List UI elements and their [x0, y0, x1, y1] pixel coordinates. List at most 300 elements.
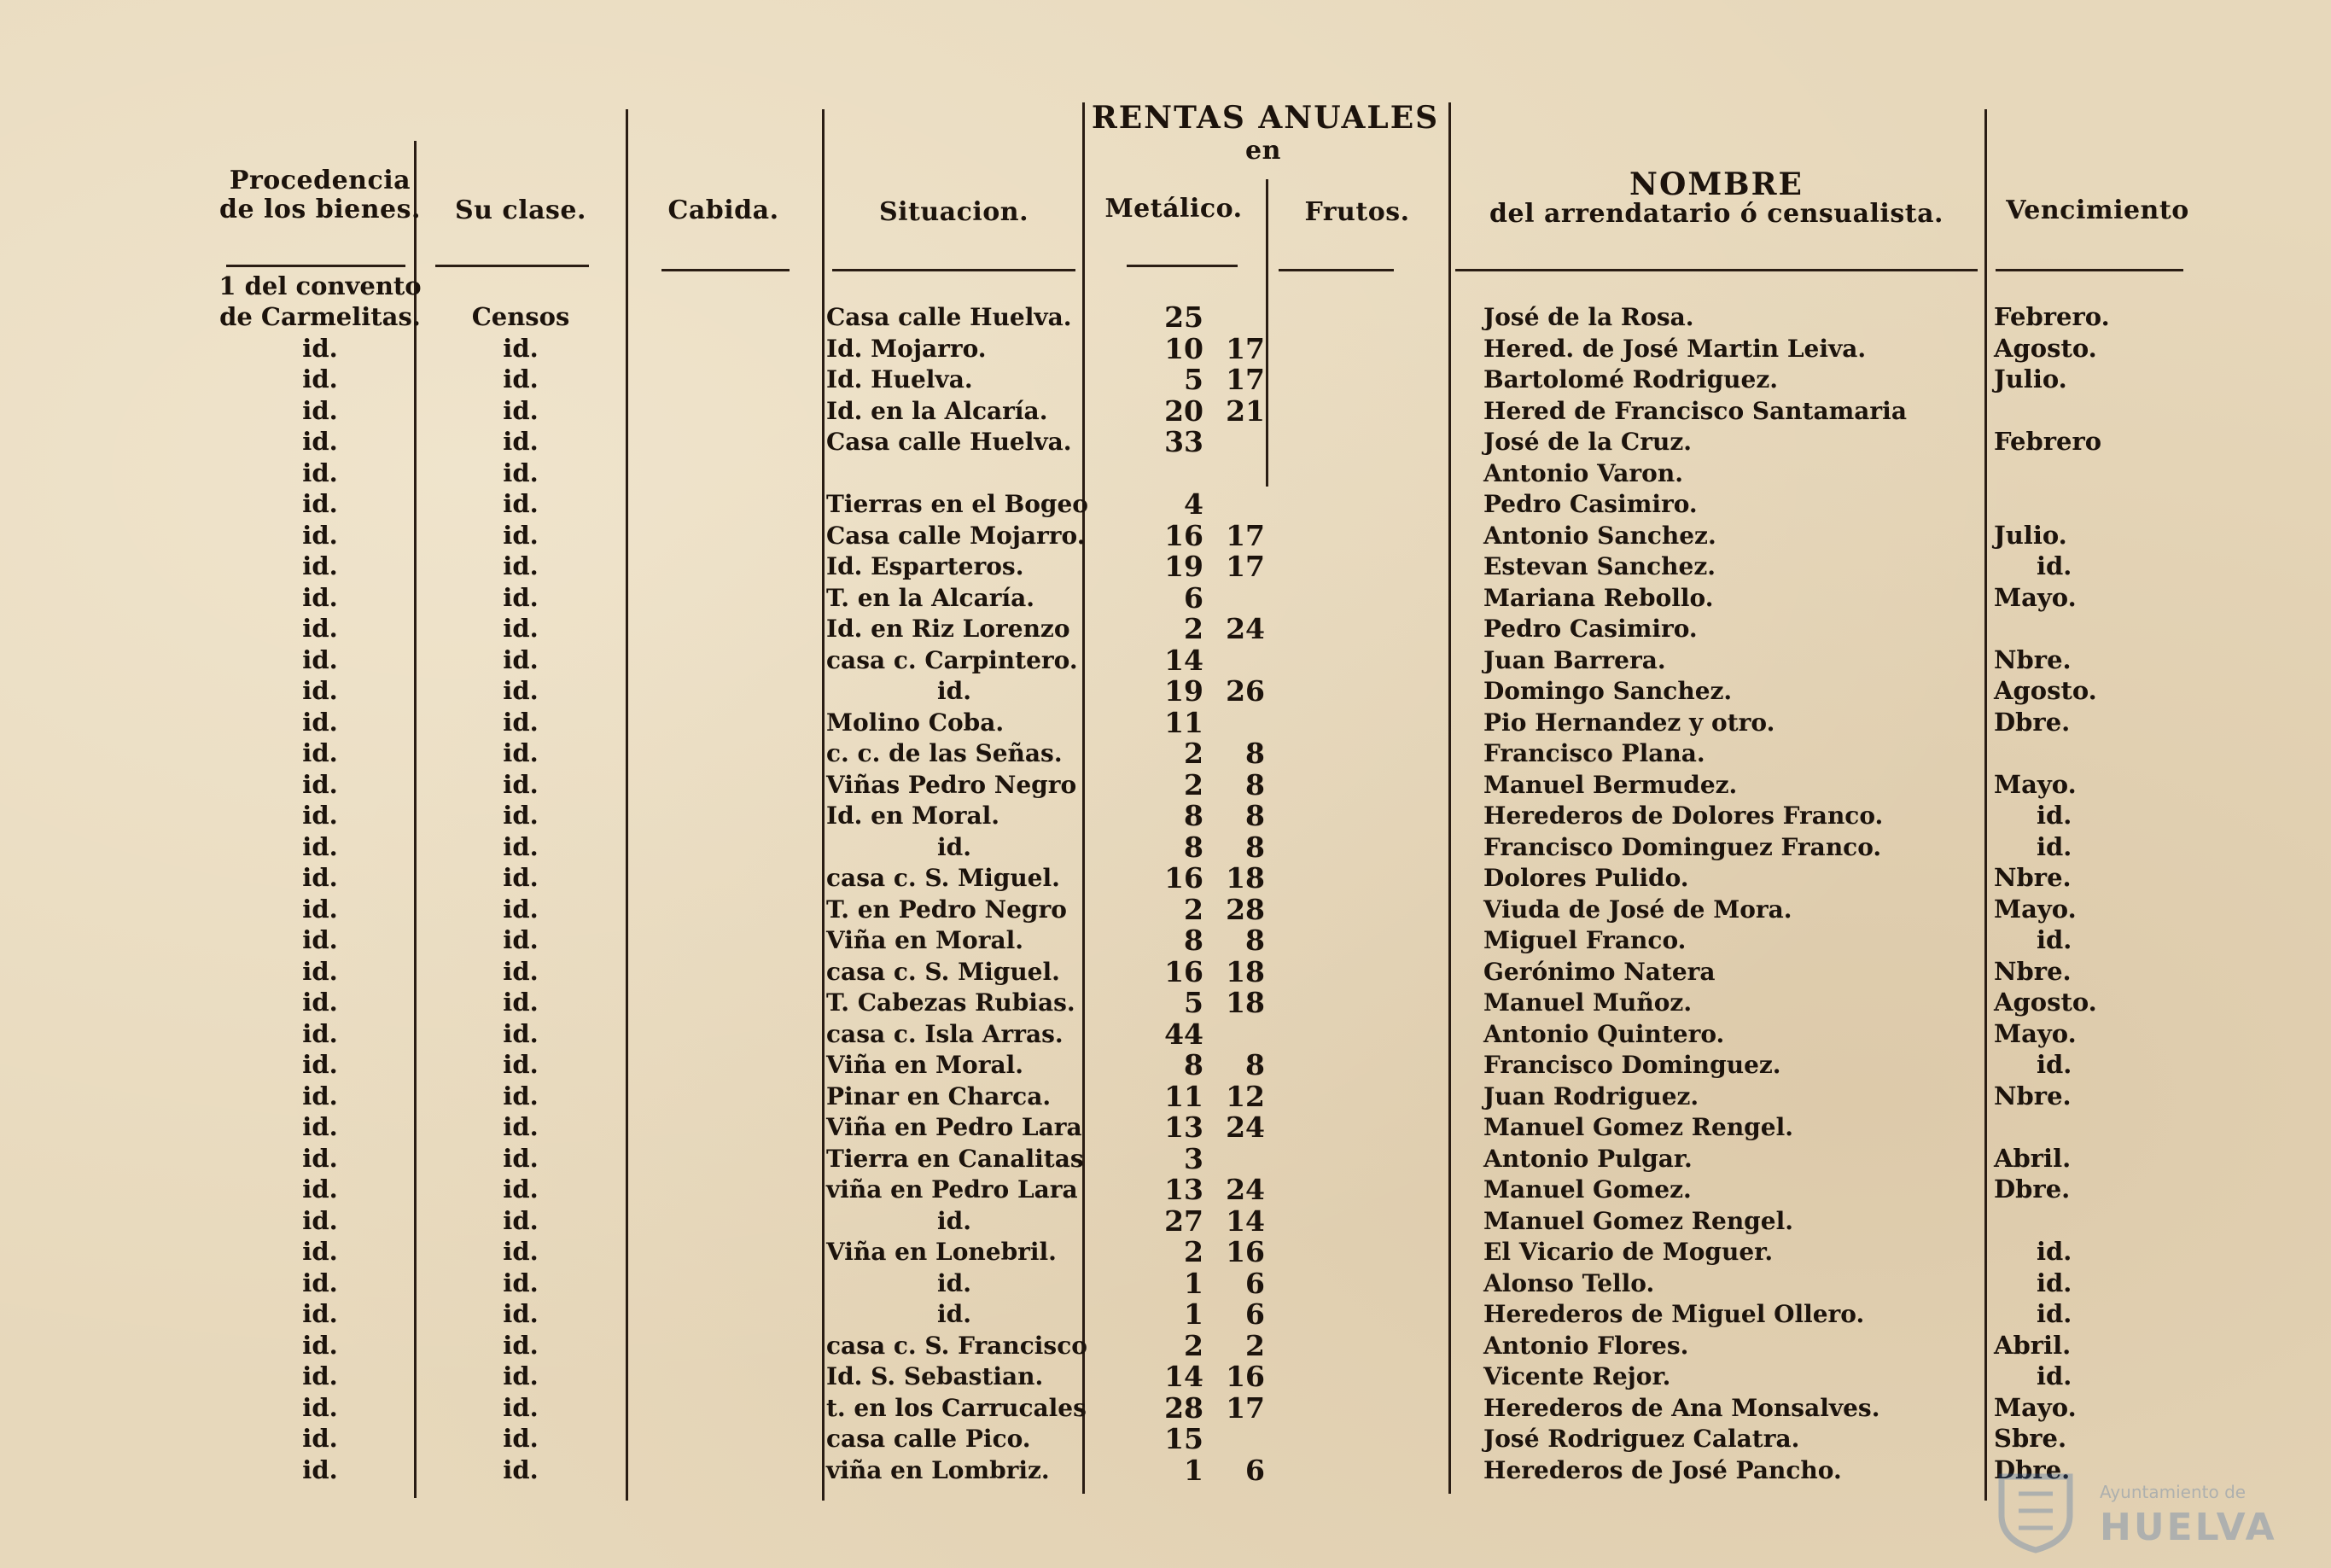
cell-metalico-1: 33 [1164, 425, 1203, 458]
table-row [0, 1018, 2331, 1050]
cell-metalico-1: 14 [1164, 1360, 1203, 1393]
cell-vencimiento [1994, 458, 2190, 489]
cell-clase: id. [503, 863, 539, 892]
cell-vencimiento: id. [2037, 832, 2072, 861]
cell-procedencia: id. [302, 1361, 338, 1390]
cell-procedencia: 1 del convento [219, 271, 422, 300]
cell-nombre: El Vicario de Moguer. [1483, 1238, 1774, 1266]
header-procedencia-line2: de los bienes. [219, 195, 421, 224]
cell-nombre: Antonio Sanchez. [1483, 522, 1716, 550]
header-cabida: Cabida. [667, 195, 779, 225]
table-row [0, 707, 2331, 738]
cell-vencimiento: Agosto. [1994, 334, 2097, 363]
cell-nombre: Francisco Plana. [1483, 739, 1705, 767]
cell-clase: id. [503, 676, 539, 705]
cell-nombre: José de la Cruz. [1483, 428, 1692, 456]
cell-procedencia: id. [302, 1331, 338, 1360]
cell-vencimiento [1994, 737, 2190, 769]
cell-metalico-2: 16 [1226, 1235, 1265, 1268]
cell-clase: id. [503, 1237, 539, 1266]
cell-metalico-1: 5 [1184, 363, 1203, 396]
cell-procedencia: id. [302, 1019, 338, 1048]
table-row [0, 1330, 2331, 1361]
cell-metalico-1: 2 [1184, 612, 1203, 645]
cell-situacion: Viñas Pedro Negro [826, 771, 1077, 799]
cell-vencimiento: Mayo. [1994, 1019, 2077, 1048]
cell-situacion: id. [937, 1269, 971, 1297]
cell-nombre: Domingo Sanchez. [1483, 677, 1733, 705]
header-nombre-sub: del arrendatario ó censualista. [1489, 199, 1943, 229]
cell-vencimiento: Agosto. [1994, 988, 2097, 1017]
cell-nombre: José de la Rosa. [1483, 303, 1694, 331]
cell-clase: id. [503, 334, 539, 363]
cell-clase: id. [503, 458, 539, 487]
cell-metalico-1: 1 [1184, 1454, 1203, 1487]
cell-vencimiento [1994, 1111, 2190, 1143]
table-row [0, 675, 2331, 707]
cell-metalico-1: 11 [1164, 1080, 1203, 1113]
cell-metalico-2: 28 [1226, 893, 1265, 926]
cell-metalico-2 [1203, 1143, 1265, 1175]
cell-metalico-2 [1203, 271, 1265, 302]
cell-metalico-1: 13 [1164, 1110, 1203, 1144]
cell-clase: id. [503, 521, 539, 550]
cell-metalico-2 [1203, 426, 1265, 458]
cell-vencimiento: id. [2037, 1299, 2072, 1328]
cell-nombre: Francisco Dominguez Franco. [1483, 833, 1882, 861]
cell-vencimiento [1994, 613, 2190, 644]
cell-metalico-2: 24 [1226, 1173, 1265, 1206]
cell-metalico-1: 19 [1164, 674, 1203, 708]
cell-situacion [826, 458, 1082, 489]
cell-metalico-2 [1203, 488, 1265, 520]
cell-metalico-2: 8 [1245, 737, 1265, 770]
cell-clase: id. [503, 957, 539, 986]
cell-nombre: Pedro Casimiro. [1483, 490, 1698, 518]
cell-procedencia: id. [302, 1268, 338, 1297]
cell-metalico-2: 17 [1226, 1391, 1265, 1425]
table-row [0, 1454, 2331, 1486]
cell-nombre: Hered. de José Martin Leiva. [1483, 335, 1867, 363]
cell-situacion: casa calle Pico. [826, 1425, 1031, 1453]
cell-situacion: Molino Coba. [826, 708, 1005, 737]
cell-metalico-2: 6 [1245, 1454, 1265, 1487]
cell-procedencia: id. [302, 895, 338, 924]
cell-metalico-1: 16 [1164, 519, 1203, 552]
table-row [0, 426, 2331, 458]
cell-situacion: Viña en Moral. [826, 926, 1023, 954]
cell-metalico-1: 16 [1164, 861, 1203, 895]
cell-nombre: José Rodriguez Calatra. [1483, 1425, 1800, 1453]
cell-nombre: Miguel Franco. [1483, 926, 1687, 954]
cell-vencimiento: id. [2037, 551, 2072, 580]
cell-clase: id. [503, 1112, 539, 1141]
cell-vencimiento: Julio. [1994, 521, 2067, 550]
cell-procedencia: id. [302, 1424, 338, 1453]
cell-nombre: Mariana Rebollo. [1483, 584, 1714, 612]
cell-metalico-2: 17 [1226, 519, 1265, 552]
cell-metalico-2: 8 [1245, 831, 1265, 864]
cell-metalico-1: 14 [1164, 644, 1203, 677]
cell-clase: id. [503, 1268, 539, 1297]
cell-situacion: Casa calle Huelva. [826, 303, 1072, 331]
cell-metalico-2: 14 [1226, 1204, 1265, 1238]
cell-clase: id. [503, 708, 539, 737]
table-row [0, 1111, 2331, 1143]
cell-situacion: Pinar en Charca. [826, 1082, 1052, 1110]
cell-nombre: Gerónimo Natera [1483, 958, 1716, 986]
cell-metalico-1: 8 [1184, 799, 1203, 832]
cell-metalico-1: 8 [1184, 924, 1203, 957]
cell-metalico-2: 21 [1226, 394, 1265, 428]
cell-nombre: Pedro Casimiro. [1483, 615, 1698, 643]
cell-situacion: Id. en Moral. [826, 801, 1000, 830]
table-row [0, 271, 2331, 302]
header-rentas-anuales: RENTAS ANUALES [1091, 100, 1440, 136]
cell-nombre: Antonio Quintero. [1483, 1020, 1725, 1048]
cell-situacion: casa c. S. Miguel. [826, 864, 1060, 892]
cell-metalico-1: 16 [1164, 955, 1203, 988]
cell-nombre: Hered de Francisco Santamaria [1483, 397, 1907, 425]
cell-procedencia: id. [302, 832, 338, 861]
cell-procedencia: id. [302, 1299, 338, 1328]
header-metalico: Metálico. [1104, 194, 1243, 224]
cell-clase: id. [503, 1361, 539, 1390]
header-situacion: Situacion. [878, 197, 1029, 227]
cell-nombre: Bartolomé Rodriguez. [1483, 365, 1778, 393]
cell-metalico-2 [1203, 644, 1265, 676]
cell-clase: id. [503, 1393, 539, 1422]
cell-clase: id. [503, 645, 539, 674]
cell-metalico-1: 3 [1184, 1142, 1203, 1175]
cell-situacion: Id. en Riz Lorenzo [826, 615, 1070, 643]
cell-vencimiento: Febrero. [1994, 302, 2110, 331]
table-row [0, 769, 2331, 801]
cell-metalico-2 [1203, 1018, 1265, 1050]
cell-nombre: Herederos de Ana Monsalves. [1483, 1394, 1880, 1422]
cell-metalico-2: 24 [1226, 612, 1265, 645]
cell-clase: Censos [471, 302, 570, 331]
cell-nombre: Juan Barrera. [1483, 646, 1666, 674]
cell-metalico-1: 1 [1184, 1267, 1203, 1300]
cell-situacion: Id. en la Alcaría. [826, 397, 1048, 425]
cell-clase: id. [503, 801, 539, 830]
cell-procedencia: id. [302, 489, 338, 518]
cell-metalico-1 [1135, 458, 1203, 489]
cell-procedencia: id. [302, 396, 338, 425]
cell-nombre: Francisco Dominguez. [1483, 1051, 1781, 1079]
table-row [0, 862, 2331, 894]
cell-procedencia: id. [302, 583, 338, 612]
cell-procedencia: id. [302, 988, 338, 1017]
cell-metalico-2 [1203, 707, 1265, 738]
cell-situacion: id. [937, 833, 971, 861]
cell-procedencia: id. [302, 863, 338, 892]
cell-clase: id. [503, 396, 539, 425]
cell-metalico-1: 1 [1184, 1297, 1203, 1331]
cell-vencimiento: Agosto. [1994, 676, 2097, 705]
cell-nombre: Manuel Gomez Rengel. [1483, 1207, 1793, 1235]
table-row [0, 1174, 2331, 1205]
cell-nombre: Manuel Gomez. [1483, 1175, 1692, 1204]
cell-metalico-1: 4 [1184, 487, 1203, 521]
table-row [0, 1205, 2331, 1237]
cell-clase: id. [503, 1206, 539, 1235]
cell-clase: id. [503, 988, 539, 1017]
header-vencimiento: Vencimiento [2006, 195, 2189, 225]
cell-situacion: Tierra en Canalitas [826, 1145, 1084, 1173]
cell-nombre: Manuel Muñoz. [1483, 988, 1693, 1017]
table-row [0, 1268, 2331, 1299]
cell-nombre: Estevan Sanchez. [1483, 552, 1716, 580]
table-row [0, 333, 2331, 364]
cell-situacion: casa c. S. Miguel. [826, 958, 1060, 986]
cell-nombre: Vicente Rejor. [1483, 1362, 1671, 1390]
cell-situacion: t. en los Carrucales [826, 1394, 1087, 1422]
cell-situacion: Viña en Lonebril. [826, 1238, 1057, 1266]
cell-nombre: Herederos de José Pancho. [1483, 1456, 1842, 1484]
cell-metalico-1: 25 [1164, 300, 1203, 334]
cell-nombre [1483, 271, 1996, 302]
cell-vencimiento: Febrero [1994, 427, 2102, 456]
cell-metalico-2: 24 [1226, 1110, 1265, 1144]
table-row [0, 644, 2331, 676]
cell-procedencia: id. [302, 676, 338, 705]
cell-vencimiento: Julio. [1994, 364, 2067, 393]
cell-situacion: Id. S. Sebastian. [826, 1362, 1044, 1390]
table-row [0, 800, 2331, 831]
stamp-title: HUELVA [2100, 1506, 2277, 1549]
header-procedencia-line1: Procedencia [229, 166, 411, 195]
table-row [0, 395, 2331, 427]
cell-metalico-2: 6 [1245, 1297, 1265, 1331]
cell-metalico-1: 2 [1184, 1329, 1203, 1362]
cell-procedencia: id. [302, 645, 338, 674]
cell-metalico-2: 8 [1245, 924, 1265, 957]
cell-nombre: Antonio Pulgar. [1483, 1145, 1693, 1173]
cell-clase: id. [503, 551, 539, 580]
cell-procedencia: id. [302, 770, 338, 799]
cell-situacion: id. [937, 677, 971, 705]
header-frutos: Frutos. [1304, 197, 1410, 227]
cell-nombre: Alonso Tello. [1483, 1269, 1655, 1297]
table-row [0, 1423, 2331, 1454]
cell-procedencia: de Carmelitas. [219, 302, 421, 331]
cell-metalico-2 [1203, 458, 1265, 489]
table-row [0, 1049, 2331, 1081]
cell-metalico-1: 2 [1184, 893, 1203, 926]
cell-situacion: T. Cabezas Rubias. [826, 988, 1075, 1017]
cell-vencimiento [1994, 488, 2190, 520]
cell-nombre: Dolores Pulido. [1483, 864, 1689, 892]
cell-metalico-2: 17 [1226, 363, 1265, 396]
cell-vencimiento: id. [2037, 1237, 2072, 1266]
table-row [0, 488, 2331, 520]
cell-procedencia: id. [302, 1050, 338, 1079]
cell-clase: id. [503, 832, 539, 861]
cell-clase: id. [503, 738, 539, 767]
cell-procedencia: id. [302, 551, 338, 580]
cell-vencimiento: Nbre. [1994, 863, 2072, 892]
cell-metalico-2: 16 [1226, 1360, 1265, 1393]
cell-clase: id. [503, 925, 539, 954]
cell-situacion: Viña en Moral. [826, 1051, 1023, 1079]
cell-vencimiento: Sbre. [1994, 1424, 2067, 1453]
cell-nombre: Manuel Gomez Rengel. [1483, 1113, 1793, 1141]
cell-vencimiento: Nbre. [1994, 1081, 2072, 1110]
cell-procedencia: id. [302, 364, 338, 393]
cell-nombre: Herederos de Miguel Ollero. [1483, 1300, 1865, 1328]
cell-metalico-1: 13 [1164, 1173, 1203, 1206]
cell-procedencia: id. [302, 1237, 338, 1266]
cell-clase: id. [503, 614, 539, 643]
cell-clase [427, 271, 615, 302]
cell-situacion: Id. Esparteros. [826, 552, 1024, 580]
cell-vencimiento: id. [2037, 1050, 2072, 1079]
cell-vencimiento: Mayo. [1994, 583, 2077, 612]
cell-metalico-1: 27 [1164, 1204, 1203, 1238]
cell-nombre: Pio Hernandez y otro. [1483, 708, 1775, 737]
cell-procedencia: id. [302, 957, 338, 986]
cell-vencimiento [1994, 271, 2190, 302]
table-row [0, 831, 2331, 863]
header-nombre: NOMBRE [1629, 166, 1804, 202]
table-row [0, 1143, 2331, 1175]
table-row [0, 364, 2331, 395]
cell-nombre: Herederos de Dolores Franco. [1483, 801, 1884, 830]
cell-metalico-1: 44 [1164, 1017, 1203, 1051]
cell-clase: id. [503, 1144, 539, 1173]
cell-metalico-1 [1135, 271, 1203, 302]
cell-clase: id. [503, 1019, 539, 1048]
table-row [0, 1236, 2331, 1268]
table-row [0, 737, 2331, 769]
cell-metalico-2: 26 [1226, 674, 1265, 708]
table-row [0, 1298, 2331, 1330]
cell-situacion [826, 271, 1082, 302]
cell-nombre: Manuel Bermudez. [1483, 771, 1738, 799]
cell-metalico-1: 20 [1164, 394, 1203, 428]
cell-procedencia: id. [302, 1175, 338, 1204]
cell-procedencia: id. [302, 925, 338, 954]
cell-procedencia: id. [302, 1206, 338, 1235]
table-row [0, 582, 2331, 614]
cell-situacion: id. [937, 1300, 971, 1328]
table-row [0, 1081, 2331, 1112]
cell-situacion: Id. Huelva. [826, 365, 973, 393]
cell-situacion: Tierras en el Bogeo [826, 490, 1088, 518]
table-row [0, 551, 2331, 582]
cell-situacion: Casa calle Huelva. [826, 428, 1072, 456]
cell-vencimiento: id. [2037, 801, 2072, 830]
cell-metalico-2: 8 [1245, 1048, 1265, 1081]
cell-clase: id. [503, 895, 539, 924]
cell-vencimiento [1994, 1205, 2190, 1237]
header-en: en [1245, 136, 1281, 166]
cell-nombre: Juan Rodriguez. [1483, 1082, 1699, 1110]
cell-vencimiento: id. [2037, 1268, 2072, 1297]
cell-clase: id. [503, 1331, 539, 1360]
table-row [0, 894, 2331, 925]
cell-vencimiento [1994, 395, 2190, 427]
cell-vencimiento: id. [2037, 1361, 2072, 1390]
cell-metalico-1: 15 [1164, 1422, 1203, 1455]
cell-vencimiento: Abril. [1994, 1144, 2072, 1173]
cell-situacion: id. [937, 1207, 971, 1235]
cell-nombre: Antonio Flores. [1483, 1332, 1689, 1360]
cell-nombre: Viuda de José de Mora. [1483, 895, 1792, 924]
cell-metalico-1: 2 [1184, 768, 1203, 801]
table-row [0, 520, 2331, 551]
cell-procedencia: id. [302, 334, 338, 363]
cell-metalico-2: 8 [1245, 768, 1265, 801]
cell-situacion: viña en Pedro Lara [826, 1175, 1078, 1204]
cell-procedencia: id. [302, 1393, 338, 1422]
cell-metalico-1: 19 [1164, 550, 1203, 583]
cell-situacion: casa c. Isla Arras. [826, 1020, 1064, 1048]
cell-clase: id. [503, 1299, 539, 1328]
cell-metalico-1: 10 [1164, 332, 1203, 365]
cell-procedencia: id. [302, 801, 338, 830]
cell-vencimiento: Dbre. [1994, 708, 2071, 737]
stamp-caption: Ayuntamiento de [2100, 1482, 2247, 1502]
cell-vencimiento: Dbre. [1994, 1455, 2071, 1484]
cell-situacion: Casa calle Mojarro. [826, 522, 1086, 550]
cell-metalico-2: 12 [1226, 1080, 1265, 1113]
table-row [0, 924, 2331, 956]
cell-procedencia: id. [302, 708, 338, 737]
table-row [0, 956, 2331, 988]
cell-procedencia: id. [302, 1455, 338, 1484]
cell-situacion: T. en Pedro Negro [826, 895, 1067, 924]
cell-clase: id. [503, 364, 539, 393]
archive-stamp [1989, 1468, 2279, 1553]
cell-clase: id. [503, 770, 539, 799]
cell-clase: id. [503, 1455, 539, 1484]
cell-procedencia: id. [302, 1112, 338, 1141]
cell-clase: id. [503, 1424, 539, 1453]
cell-procedencia: id. [302, 521, 338, 550]
cell-vencimiento: id. [2037, 925, 2072, 954]
header-su-clase: Su clase. [455, 195, 586, 225]
cell-clase: id. [503, 583, 539, 612]
cell-metalico-2 [1203, 1423, 1265, 1454]
cell-metalico-2: 18 [1226, 986, 1265, 1019]
cell-nombre: Antonio Varon. [1483, 459, 1683, 487]
cell-situacion: casa c. Carpintero. [826, 646, 1078, 674]
cell-situacion: T. en la Alcaría. [826, 584, 1035, 612]
cell-vencimiento: Mayo. [1994, 895, 2077, 924]
cell-clase: id. [503, 427, 539, 456]
cell-metalico-1: 2 [1184, 737, 1203, 770]
cell-procedencia: id. [302, 738, 338, 767]
cell-vencimiento: Dbre. [1994, 1175, 2071, 1204]
table-row [0, 301, 2331, 333]
cell-metalico-1: 28 [1164, 1391, 1203, 1425]
cell-clase: id. [503, 489, 539, 518]
shield-icon [1989, 1468, 2083, 1553]
table-row [0, 1361, 2331, 1392]
cell-situacion: Id. Mojarro. [826, 335, 987, 363]
table-row [0, 987, 2331, 1018]
cell-metalico-1: 2 [1184, 1235, 1203, 1268]
cell-clase: id. [503, 1175, 539, 1204]
cell-metalico-1: 8 [1184, 1048, 1203, 1081]
cell-metalico-1: 5 [1184, 986, 1203, 1019]
table-row [0, 613, 2331, 644]
cell-metalico-2: 8 [1245, 799, 1265, 832]
cell-situacion: viña en Lombriz. [826, 1456, 1050, 1484]
